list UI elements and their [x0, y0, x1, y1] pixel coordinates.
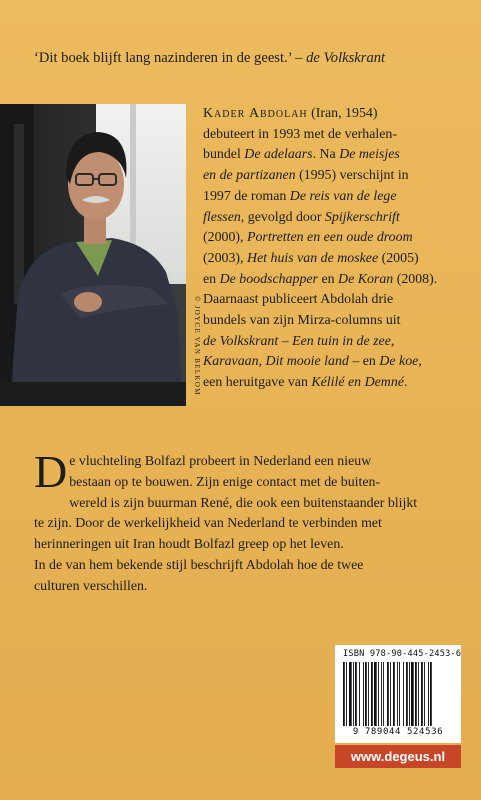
author-photo	[0, 104, 186, 406]
bio-line	[203, 352, 465, 373]
bio-line	[203, 332, 465, 353]
author-biography	[203, 104, 465, 394]
bio-text: ,	[258, 354, 266, 370]
photo-credit	[189, 296, 203, 408]
bio-text: debuteert in 1993 met de verhalen-	[203, 126, 398, 142]
bio-text: (2008).	[393, 271, 438, 287]
blurb-line: herinneringen uit Iran houdt Bolfazl greep op het leven.	[34, 537, 344, 553]
bio-text: ,	[390, 333, 395, 349]
title-text: De adelaars	[244, 147, 313, 163]
bio-text: – en	[348, 354, 380, 370]
bio-line	[203, 290, 465, 311]
bio-line	[203, 208, 465, 229]
title-text: Kélilé en Demné	[311, 375, 404, 391]
bio-text: , gevolgd door	[240, 209, 325, 225]
bio-text: ,	[418, 354, 422, 370]
bio-text: bundels van zijn Mirza-columns uit	[203, 313, 401, 329]
title-text: Portretten en een oude droom	[246, 230, 413, 246]
isbn-label: ISBN 978-90-445-2453-6	[343, 649, 462, 659]
title-text: Het huis van de moskee	[246, 250, 379, 266]
title-text: De boodschapper	[219, 271, 318, 287]
bio-text: . Na	[312, 147, 340, 163]
blurb-line: wereld is zijn buurman René, die ook een buitenstaander blijkt	[69, 495, 418, 511]
blurb-line: culturen verschillen.	[34, 578, 148, 594]
bio-line	[203, 166, 465, 187]
title-text: Dit mooie land	[265, 354, 349, 370]
quote-source: de Volkskrant	[306, 50, 386, 66]
bio-text: (2000),	[203, 230, 247, 246]
bio-line	[203, 311, 465, 332]
bio-text: Daarnaast publiceert Abdolah drie	[203, 292, 394, 308]
bio-text: en	[203, 271, 220, 287]
author-portrait-image	[0, 104, 186, 406]
title-text: Karavaan	[203, 354, 259, 370]
title-text: en de partizanen	[203, 168, 296, 184]
quote-text: ‘Dit boek blijft lang nazinderen in de geest.’ –	[34, 50, 307, 66]
title-text: De koe	[379, 354, 419, 370]
bio-text: (1995) verschijnt in	[295, 168, 409, 184]
bio-text: een heruitgave van	[203, 375, 312, 391]
bio-text: (2003),	[203, 250, 247, 266]
bio-text: 1997 de roman	[203, 188, 290, 204]
title-text: De Koran	[338, 271, 394, 287]
title-text: De reis van de lege	[289, 188, 397, 204]
ean-digits: 9 789044 524536	[352, 727, 444, 737]
bio-text: (2005)	[378, 250, 419, 266]
bio-line	[203, 125, 465, 146]
title-text: De meisjes	[339, 147, 400, 163]
publisher-website[interactable]: www.degeus.nl	[335, 745, 461, 768]
blurb-line: In de van hem bekende stijl beschrijft Abdolah hoe de twee	[34, 557, 364, 573]
bio-line	[203, 270, 465, 291]
bio-line	[203, 373, 465, 394]
blurb-line: te zijn. Door de werkelijkheid van Nederland te verbinden met	[34, 516, 382, 532]
bio-text: bundel	[203, 147, 245, 163]
title-text: de Volkskrant – Een tuin in de zee	[203, 333, 391, 349]
photo-credit-text: © JOYCE VAN BELKOM	[193, 296, 201, 396]
blurb-line: bestaan op te bouwen. Zijn enige contact met de buiten-	[69, 474, 381, 490]
blurb-line: e vluchteling Bolfazl probeert in Nederland een nieuw	[69, 454, 372, 469]
title-text: Spijkerschrift	[324, 209, 400, 225]
bio-text: (Iran, 1954)	[307, 106, 378, 121]
bio-text: en	[317, 271, 339, 287]
blurb-dropcap: D	[34, 446, 68, 497]
title-text: flessen	[203, 209, 241, 225]
author-name: Kader Abdolah	[203, 106, 308, 121]
bio-text: .	[403, 375, 408, 391]
bio-line	[203, 145, 465, 166]
bio-line	[203, 187, 465, 208]
bio-line	[203, 104, 465, 125]
book-blurb	[34, 446, 470, 598]
bio-line	[203, 228, 465, 249]
bio-line	[203, 249, 465, 270]
press-quote	[34, 48, 464, 68]
barcode-image	[341, 662, 455, 726]
barcode-panel	[335, 645, 461, 743]
